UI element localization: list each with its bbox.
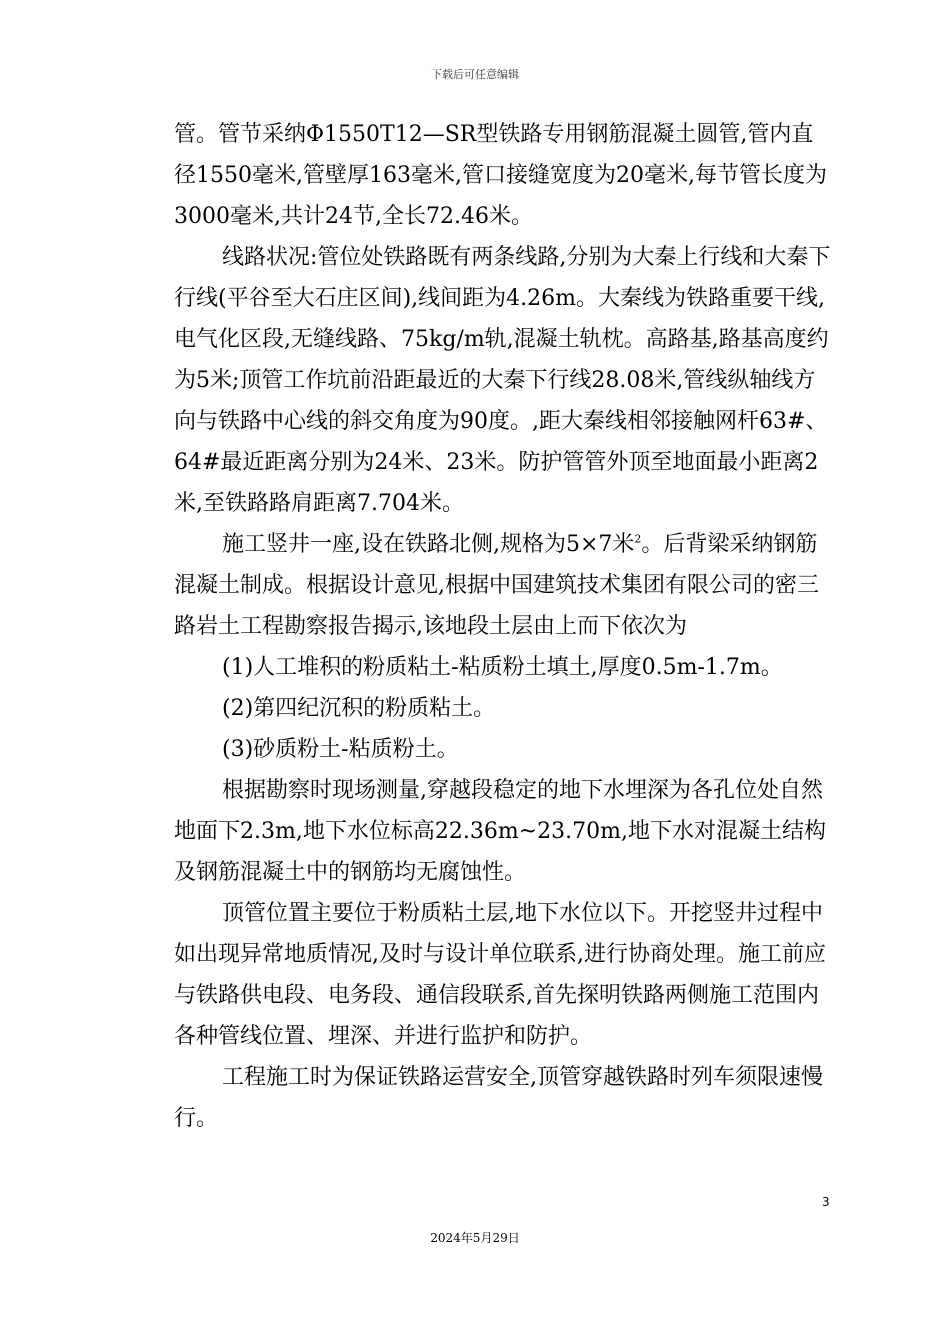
paragraph-pipe-position: 顶管位置主要位于粉质粘土层,地下水位以下。开挖竖井过程中如出现异常地质情况,及时与设计单位联系,进行协商处理。施工前应与铁路供电段、电务段、通信段联系,首先探明铁路两侧施工范围内各种管线位置、埋深、并进行监护和防护。 [174, 901, 826, 1049]
shaft-text-before: 施工竖井一座,设在铁路北侧,规格为5×7米 [222, 532, 635, 557]
paragraph-groundwater: 根据勘察时现场测量,穿越段稳定的地下水埋深为各孔位处自然地面下2.3m,地下水位标高22.36m~23.70m,地下水对混凝土结构及钢筋混凝土中的钢筋均无腐蚀性。 [174, 778, 826, 885]
paragraph-safety: 工程施工时为保证铁路运营安全,顶管穿越铁路时列车须限速慢行。 [174, 1065, 823, 1131]
page-footer-date: 2024年5月29日 [430, 1231, 520, 1245]
paragraph-shaft [174, 524, 834, 647]
paragraph-line-conditions: 线路状况:管位处铁路既有两条线路,分别为大秦上行线和大秦下行线(平谷至大石庄区间),线间距为4.26m。大秦线为铁路重要干线,电气化区段,无缝线路、75kg/m轨,混凝土轨枕。高路基,路基高度约为5米;顶管工作坑前沿距最近的大秦下行线28.08米,管线纵轴线方向与铁路中心线的斜交角度为90度。,距大秦线相邻接触网杆63#、64#最近距离分别为24米、23米。防护管管外顶至地面最小距离2米,至铁路路肩距离7.704米。 [174, 245, 831, 516]
shaft-text-after: 。后背梁采纳钢筋混凝土制成。根据设计意见,根据中国建筑技术集团有限公司的密三路岩土工程勘察报告揭示,该地段土层由上而下依次为 [174, 532, 819, 639]
page-number: 3 [822, 1195, 830, 1209]
superscript: 2 [634, 532, 642, 546]
soil-layer-3: (3)砂质粉土-粘质粉土。 [222, 737, 459, 762]
page-header: 下载后可任意编辑 [431, 68, 519, 81]
document-body [174, 114, 834, 1139]
soil-layer-2: (2)第四纪沉积的粉质粘土。 [222, 696, 496, 721]
soil-layer-1: (1)人工堆积的粉质粘土-粘质粉土填土,厚度0.5m-1.7m。 [222, 655, 783, 680]
paragraph-pipe-specs: 管。管节采纳Φ1550T12—SR型铁路专用钢筋混凝土圆管,管内直径1550毫米,管壁厚163毫米,管口接缝宽度为20毫米,每节管长度为3000毫米,共计24节,全长72.46米。 [174, 122, 827, 229]
